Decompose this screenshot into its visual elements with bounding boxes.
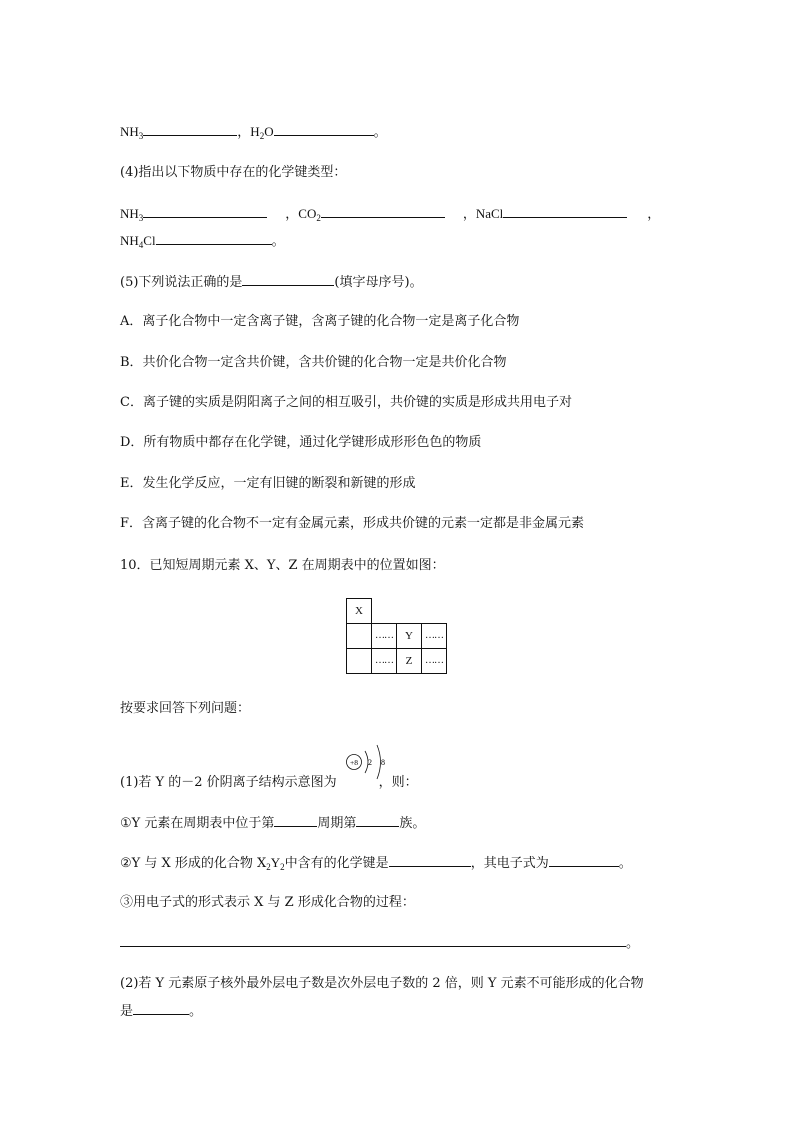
answer-blank[interactable]: [356, 814, 399, 827]
q4-line1: [120, 205, 660, 227]
q10-sub2: [120, 854, 632, 876]
cell-y: Y: [397, 624, 422, 649]
shell-2-electrons: 8: [381, 758, 385, 767]
period: 。: [373, 125, 387, 140]
subscript: 2: [259, 131, 265, 141]
cell-x: X: [347, 599, 372, 624]
separator: ，: [647, 207, 661, 222]
periodic-table-fragment: [346, 598, 447, 674]
q4-title: (4)指出以下物质中存在的化学键类型：: [120, 165, 347, 180]
q10-sub1: [120, 814, 425, 833]
answer-blank[interactable]: [321, 205, 445, 218]
cell-z: Z: [397, 649, 422, 674]
answer-blank[interactable]: [156, 232, 272, 245]
cell-empty: [347, 624, 372, 649]
answer-blank[interactable]: [133, 1002, 189, 1015]
option-e: E．发生化学反应，一定有旧键的断裂和新键的形成: [120, 476, 416, 491]
q10-part2-line1: (2)若 Y 元素原子核外最外层电子数是次外层电子数的 2 倍，则 Y 元素不可能形成的化合物: [120, 976, 644, 991]
formula-nh3: NH: [120, 206, 139, 221]
subscript: 4: [138, 240, 144, 250]
q10-title: 10．已知短周期元素 X、Y、Z 在周期表中的位置如图：: [120, 558, 445, 573]
answer-blank[interactable]: [242, 273, 334, 286]
answer-blank[interactable]: [120, 934, 626, 947]
subscript: 2: [316, 213, 321, 223]
sub2-text-b: 中含有的化学键是: [284, 856, 389, 871]
formula-nacl: ，NaCl: [462, 206, 504, 221]
q5-prompt: (5)下列说法正确的是: [120, 275, 243, 290]
option-f: F．含离子键的化合物不一定有金属元素，形成共价键的元素一定都是非金属元素: [120, 516, 585, 531]
answer-blank[interactable]: [389, 854, 471, 867]
q10-sub3: ③用电子式的形式表示 X 与 Z 形成化合物的过程：: [120, 895, 415, 910]
sub1-text-c: 族。: [399, 816, 426, 831]
shell-1-electrons: 2: [368, 758, 372, 767]
sub1-text-a: ①Y 元素在周期表中位于第: [120, 816, 275, 831]
period: 。: [271, 234, 285, 249]
cell-dots: ……: [422, 624, 447, 649]
formula-nh4cl: NH: [120, 233, 139, 248]
cell-dots: ……: [372, 649, 397, 674]
option-b: B．共价化合物一定含共价键，含共价键的化合物一定是共价化合物: [120, 355, 507, 370]
answer-blank[interactable]: [503, 205, 627, 218]
sub2-formula-y: Y: [270, 855, 281, 870]
period: 。: [189, 1004, 203, 1019]
cell-dots: ……: [372, 624, 397, 649]
q10-part2-line2: [120, 1002, 202, 1021]
q10-part2-prompt: 是: [120, 1004, 134, 1019]
option-a: A．离子化合物中一定含离子键，含离子键的化合物一定是离子化合物: [120, 314, 520, 329]
subscript: 2: [280, 862, 285, 872]
formula-co2: ，CO: [285, 206, 317, 221]
q10-instruction: 按要求回答下列问题：: [120, 701, 251, 716]
q5-hint: (填字母序号)。: [334, 275, 423, 290]
option-d: D．所有物质中都存在化学键，通过化学键形成形形色色的物质: [120, 435, 482, 450]
q10-sub3-answer: [120, 934, 639, 953]
period: 。: [618, 856, 632, 871]
subscript: 3: [138, 213, 144, 223]
subscript: 2: [266, 862, 271, 872]
cell-dots: ……: [422, 649, 447, 674]
formula-nh4cl-end: Cl: [143, 233, 156, 248]
sub2-text-c: ，其电子式为: [470, 856, 549, 871]
option-c: C．离子键的实质是阴阳离子之间的相互吸引，共价键的实质是形成共用电子对: [120, 395, 572, 410]
nucleus-charge: +8: [350, 758, 358, 767]
formula-h2o: H: [250, 124, 260, 139]
sub1-text-b: 周期第: [317, 816, 357, 831]
answer-blank[interactable]: [549, 854, 619, 867]
answer-line-nh3-h2o: [120, 123, 387, 145]
subscript: 3: [138, 131, 144, 141]
formula-nh3: NH: [120, 124, 139, 139]
answer-blank[interactable]: [274, 123, 374, 136]
cell-empty: [347, 649, 372, 674]
q4-line2: [120, 232, 285, 254]
q10-part1-prompt: (1)若 Y 的－2 价阴离子结构示意图为: [120, 775, 337, 790]
separator: ，: [237, 125, 251, 140]
answer-blank[interactable]: [143, 205, 267, 218]
q10-part1-end: ，则：: [378, 775, 418, 790]
q10-part1: [120, 774, 418, 792]
answer-blank[interactable]: [143, 123, 237, 136]
answer-blank[interactable]: [274, 814, 317, 827]
formula-h2o-end: O: [264, 124, 274, 139]
period: 。: [626, 936, 640, 951]
q5-title: [120, 273, 423, 292]
sub2-text-a: ②Y 与 X 形成的化合物 X: [120, 856, 267, 871]
